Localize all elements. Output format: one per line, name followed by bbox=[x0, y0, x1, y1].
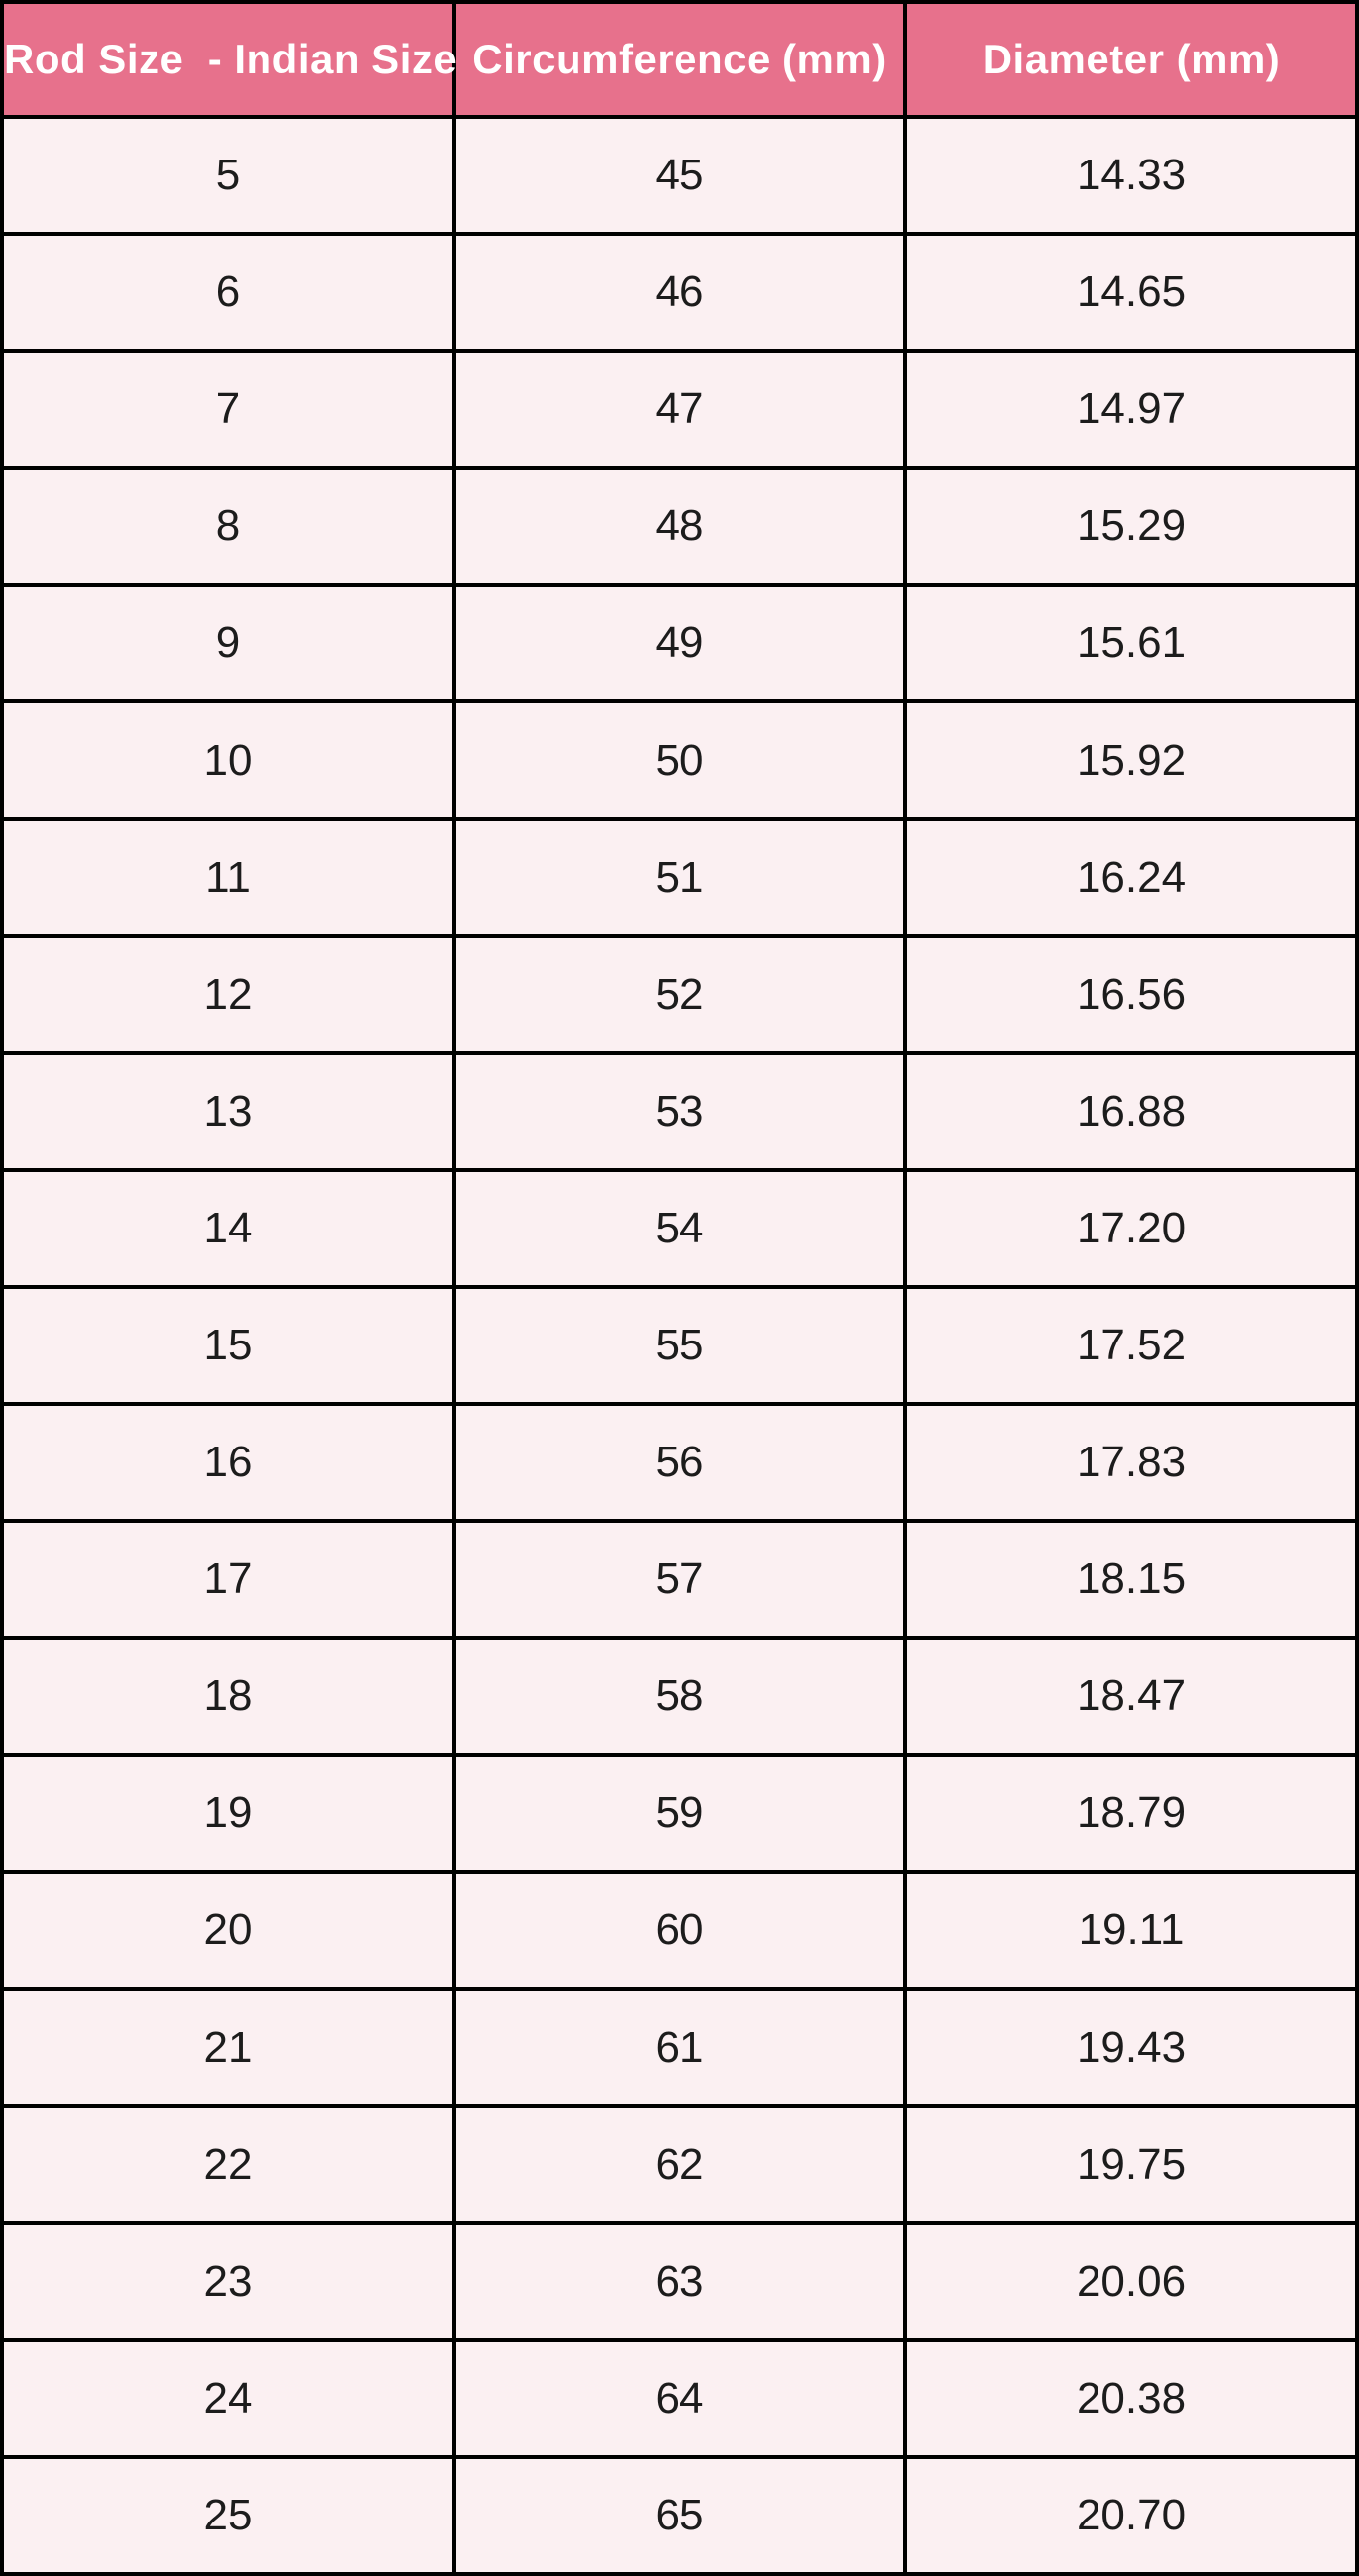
circumference-cell: 51 bbox=[454, 819, 905, 936]
circumference-cell: 49 bbox=[454, 585, 905, 701]
diameter-cell: 16.56 bbox=[905, 936, 1357, 1053]
diameter-cell: 15.92 bbox=[905, 701, 1357, 818]
diameter-cell: 17.83 bbox=[905, 1404, 1357, 1521]
diameter-cell: 14.33 bbox=[905, 117, 1357, 234]
rod-size-cell: 7 bbox=[2, 351, 454, 468]
table-row bbox=[2, 1404, 1357, 1521]
rod-size-cell: 9 bbox=[2, 585, 454, 701]
diameter-cell: 14.65 bbox=[905, 234, 1357, 351]
table-row bbox=[2, 2223, 1357, 2340]
rod-size-cell: 8 bbox=[2, 468, 454, 585]
rod-size-cell: 6 bbox=[2, 234, 454, 351]
table-row bbox=[2, 1170, 1357, 1287]
circumference-cell: 53 bbox=[454, 1053, 905, 1170]
diameter-cell: 17.52 bbox=[905, 1287, 1357, 1404]
rod-size-cell: 17 bbox=[2, 1521, 454, 1638]
table-row bbox=[2, 2340, 1357, 2457]
rod-size-cell: 19 bbox=[2, 1755, 454, 1872]
column-header-rod-size: Rod Size - Indian Size bbox=[2, 2, 454, 117]
diameter-cell: 20.70 bbox=[905, 2457, 1357, 2574]
circumference-cell: 57 bbox=[454, 1521, 905, 1638]
table-row bbox=[2, 1755, 1357, 1872]
circumference-cell: 61 bbox=[454, 1989, 905, 2106]
diameter-cell: 20.06 bbox=[905, 2223, 1357, 2340]
table-row bbox=[2, 1989, 1357, 2106]
table-row bbox=[2, 351, 1357, 468]
rod-size-cell: 11 bbox=[2, 819, 454, 936]
circumference-cell: 46 bbox=[454, 234, 905, 351]
table-row bbox=[2, 1521, 1357, 1638]
circumference-cell: 55 bbox=[454, 1287, 905, 1404]
table-row bbox=[2, 2457, 1357, 2574]
diameter-cell: 19.75 bbox=[905, 2106, 1357, 2223]
circumference-cell: 58 bbox=[454, 1638, 905, 1755]
rod-size-cell: 12 bbox=[2, 936, 454, 1053]
diameter-cell: 14.97 bbox=[905, 351, 1357, 468]
rod-size-cell: 15 bbox=[2, 1287, 454, 1404]
circumference-cell: 50 bbox=[454, 701, 905, 818]
rod-size-cell: 5 bbox=[2, 117, 454, 234]
rod-size-cell: 13 bbox=[2, 1053, 454, 1170]
diameter-cell: 16.24 bbox=[905, 819, 1357, 936]
column-header-circumference: Circumference (mm) bbox=[454, 2, 905, 117]
table-row bbox=[2, 2106, 1357, 2223]
rod-size-cell: 22 bbox=[2, 2106, 454, 2223]
table-row bbox=[2, 936, 1357, 1053]
header-row bbox=[2, 2, 1357, 117]
circumference-cell: 63 bbox=[454, 2223, 905, 2340]
circumference-cell: 59 bbox=[454, 1755, 905, 1872]
table-row bbox=[2, 585, 1357, 701]
table-row bbox=[2, 819, 1357, 936]
table-row bbox=[2, 1287, 1357, 1404]
diameter-cell: 18.47 bbox=[905, 1638, 1357, 1755]
diameter-cell: 15.29 bbox=[905, 468, 1357, 585]
rod-size-cell: 14 bbox=[2, 1170, 454, 1287]
table-row bbox=[2, 234, 1357, 351]
table-row bbox=[2, 1872, 1357, 1988]
table-body bbox=[2, 117, 1357, 2574]
table-row bbox=[2, 1638, 1357, 1755]
rod-size-cell: 21 bbox=[2, 1989, 454, 2106]
diameter-cell: 19.43 bbox=[905, 1989, 1357, 2106]
diameter-cell: 19.11 bbox=[905, 1872, 1357, 1988]
rod-size-cell: 10 bbox=[2, 701, 454, 818]
circumference-cell: 56 bbox=[454, 1404, 905, 1521]
circumference-cell: 64 bbox=[454, 2340, 905, 2457]
circumference-cell: 45 bbox=[454, 117, 905, 234]
circumference-cell: 60 bbox=[454, 1872, 905, 1988]
rod-size-cell: 18 bbox=[2, 1638, 454, 1755]
circumference-cell: 65 bbox=[454, 2457, 905, 2574]
diameter-cell: 17.20 bbox=[905, 1170, 1357, 1287]
circumference-cell: 54 bbox=[454, 1170, 905, 1287]
rod-size-cell: 16 bbox=[2, 1404, 454, 1521]
diameter-cell: 15.61 bbox=[905, 585, 1357, 701]
circumference-cell: 48 bbox=[454, 468, 905, 585]
column-header-diameter: Diameter (mm) bbox=[905, 2, 1357, 117]
diameter-cell: 16.88 bbox=[905, 1053, 1357, 1170]
table-row bbox=[2, 117, 1357, 234]
diameter-cell: 18.15 bbox=[905, 1521, 1357, 1638]
circumference-cell: 62 bbox=[454, 2106, 905, 2223]
table-row bbox=[2, 1053, 1357, 1170]
diameter-cell: 20.38 bbox=[905, 2340, 1357, 2457]
circumference-cell: 52 bbox=[454, 936, 905, 1053]
rod-size-cell: 20 bbox=[2, 1872, 454, 1988]
table-row bbox=[2, 468, 1357, 585]
rod-size-cell: 24 bbox=[2, 2340, 454, 2457]
diameter-cell: 18.79 bbox=[905, 1755, 1357, 1872]
rod-size-cell: 23 bbox=[2, 2223, 454, 2340]
table-row bbox=[2, 701, 1357, 818]
circumference-cell: 47 bbox=[454, 351, 905, 468]
rod-size-cell: 25 bbox=[2, 2457, 454, 2574]
